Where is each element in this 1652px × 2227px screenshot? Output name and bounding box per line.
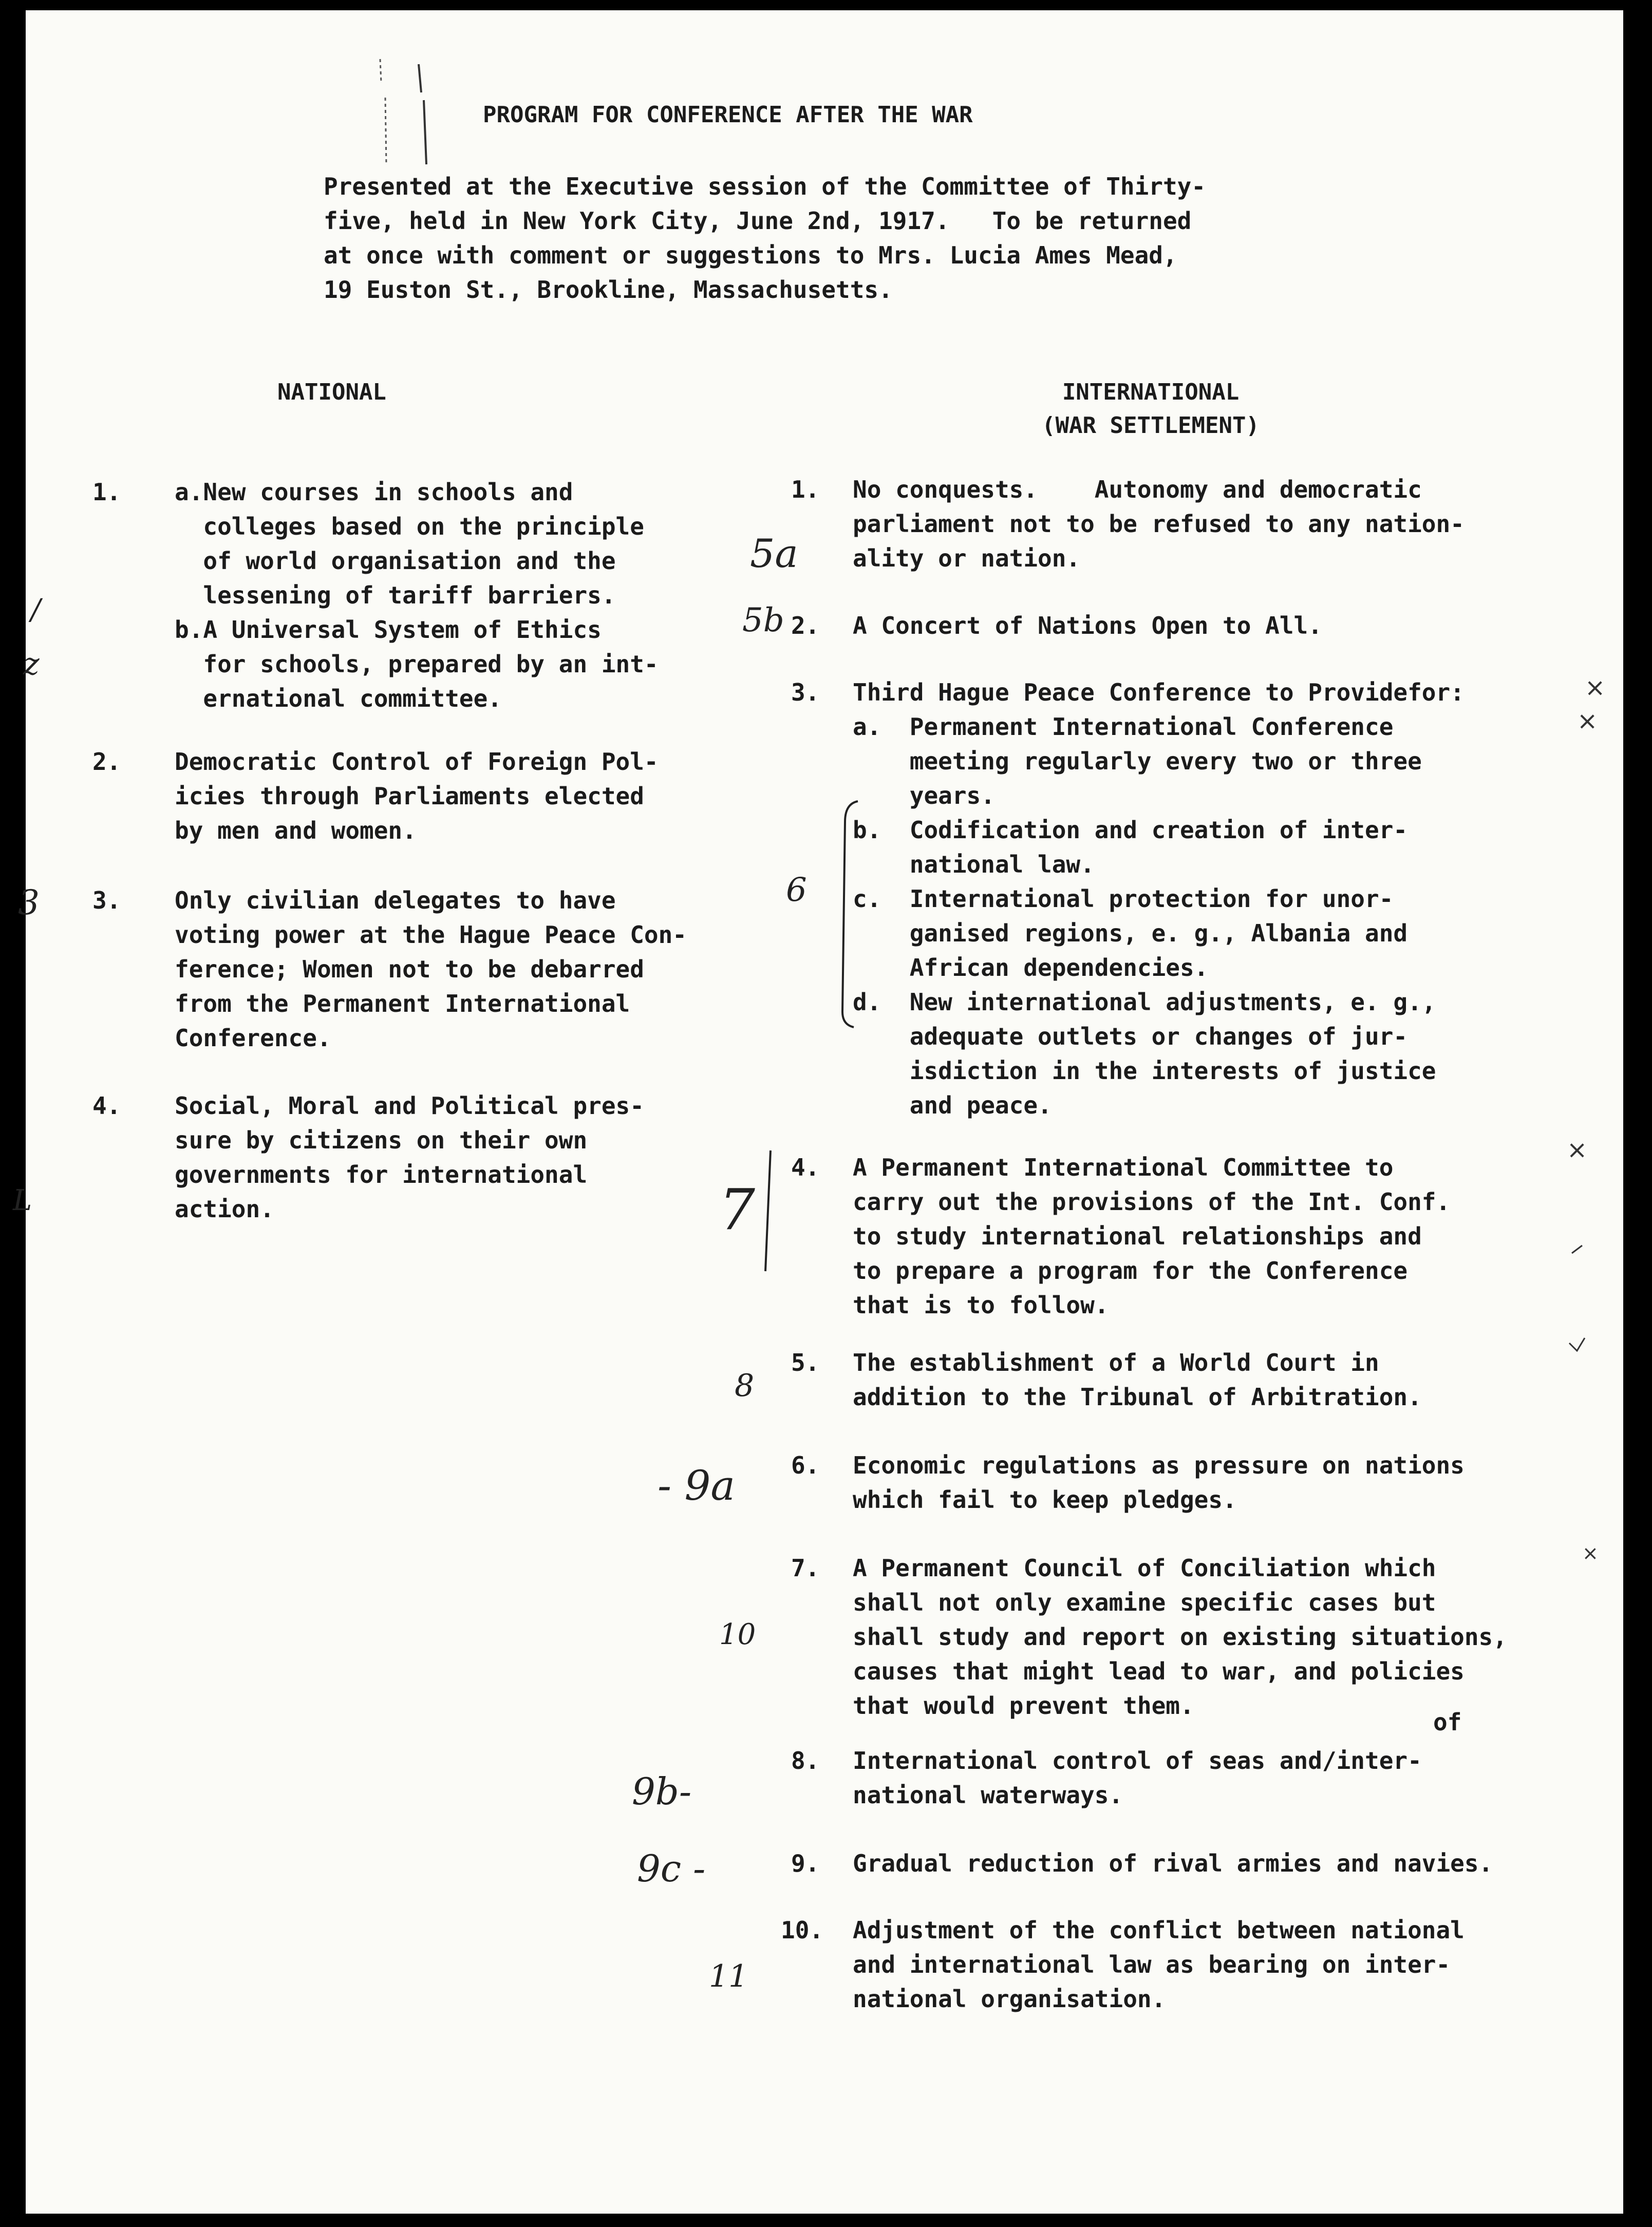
margin-mark-1: /: [31, 593, 41, 627]
item-line: and peace.: [853, 1091, 1052, 1119]
document-title: PROGRAM FOR CONFERENCE AFTER THE WAR: [483, 102, 973, 128]
item-line: by men and women.: [175, 817, 417, 844]
item-line: A Permanent Council of Conciliation which: [853, 1554, 1436, 1582]
handwritten-6: 6: [786, 871, 807, 909]
item-number: 1.: [92, 478, 121, 506]
tick-mark-x: ×: [1582, 1542, 1599, 1564]
item-line: parliament not to be refused to any nation-: [853, 510, 1465, 538]
item-line: that would prevent them.: [853, 1692, 1194, 1720]
item-line: African dependencies.: [853, 954, 1209, 982]
item-line: International control of seas and/inter-: [853, 1747, 1422, 1775]
item-line: Democratic Control of Foreign Pol-: [175, 748, 659, 776]
item-number: 5.: [791, 1349, 820, 1376]
item-line: A Permanent International Committee to: [853, 1154, 1394, 1181]
item-line: shall not only examine specific cases but: [853, 1589, 1436, 1616]
item-line: which fail to keep pledges.: [853, 1486, 1237, 1514]
international-subheading: (WAR SETTLEMENT): [1042, 412, 1260, 439]
item-line: action.: [175, 1195, 274, 1223]
item-line: shall study and report on existing situations,: [853, 1623, 1507, 1651]
item-line: adequate outlets or changes of jur-: [853, 1023, 1408, 1050]
item-number: 4.: [791, 1154, 820, 1181]
item-number: 3.: [92, 886, 121, 914]
item-line: a. Permanent International Conference: [853, 713, 1394, 741]
item-line: to prepare a program for the Conference: [853, 1257, 1408, 1285]
item-line: national law.: [853, 851, 1095, 878]
item-line: to study international relationships and: [853, 1222, 1422, 1250]
item-line: isdiction in the interests of justice: [853, 1057, 1436, 1085]
tick-mark-x: ×: [1567, 1136, 1588, 1164]
handwritten-5a: 5a: [750, 531, 798, 576]
item-number: 10.: [781, 1916, 824, 1944]
item-line: Conference.: [175, 1024, 331, 1052]
item-line: voting power at the Hague Peace Con-: [175, 921, 687, 949]
item-line: ality or nation.: [853, 544, 1081, 572]
item-line: national organisation.: [853, 1985, 1166, 2013]
item-line: b. Codification and creation of inter-: [853, 816, 1408, 844]
intro-line: Presented at the Executive session of the Committee of Thirty-: [324, 173, 1206, 200]
item-line: Social, Moral and Political pres-: [175, 1092, 644, 1120]
item-line: carry out the provisions of the Int. Conf.: [853, 1188, 1451, 1216]
item-line: ference; Women not to be debarred: [175, 955, 644, 983]
item-line: Gradual reduction of rival armies and navies.: [853, 1849, 1493, 1877]
item-number: 9.: [791, 1849, 820, 1877]
item-line: from the Permanent International: [175, 990, 630, 1017]
item-line: ernational committee.: [175, 685, 502, 712]
item-line: No conquests. Autonomy and democratic: [853, 476, 1422, 503]
handwritten-9b: 9b-: [632, 1770, 692, 1813]
item-line: for schools, prepared by an int-: [175, 650, 659, 678]
item-number: 3.: [791, 678, 820, 706]
item-line: and international law as bearing on inter-: [853, 1951, 1451, 1978]
item-line: years.: [853, 782, 995, 809]
item-line: colleges based on the principle: [175, 513, 644, 540]
handwritten-7: 7: [719, 1177, 755, 1242]
international-heading: INTERNATIONAL: [1062, 379, 1240, 405]
item-line: Only civilian delegates to have: [175, 886, 616, 914]
intro-line: at once with comment or suggestions to Mrs. Lucia Ames Mead,: [324, 241, 1177, 269]
item-line: addition to the Tribunal of Arbitration.: [853, 1383, 1422, 1411]
item-number: 1.: [791, 476, 820, 503]
item-line: sure by citizens on their own: [175, 1126, 588, 1154]
handwritten-8: 8: [735, 1368, 755, 1404]
item-number: 2.: [92, 748, 121, 776]
document-page: [13, 10, 1623, 2214]
item-line: of world organisation and the: [175, 547, 616, 575]
item-line: Economic regulations as pressure on nations: [853, 1451, 1465, 1479]
item-line: meeting regularly every two or three: [853, 747, 1422, 775]
item-line: causes that might lead to war, and policies: [853, 1657, 1465, 1685]
item-number: 2.: [791, 612, 820, 639]
intro-line: 19 Euston St., Brookline, Massachusetts.: [324, 276, 893, 304]
item-line: a.New courses in schools and: [175, 478, 573, 506]
handwritten-9c: 9c -: [637, 1847, 706, 1890]
item-line: that is to follow.: [853, 1291, 1109, 1319]
tick-mark-x: ×: [1585, 673, 1606, 702]
item-number: 8.: [791, 1747, 820, 1775]
item-line: A Concert of Nations Open to All.: [853, 612, 1322, 639]
item-line: icies through Parliaments elected: [175, 782, 644, 810]
item-number: 7.: [791, 1554, 820, 1582]
item-line: lessening of tariff barriers.: [175, 581, 616, 609]
item-number: 4.: [92, 1092, 121, 1120]
margin-mark-2: z: [23, 646, 40, 682]
item-line: Third Hague Peace Conference to Providefor:: [853, 678, 1465, 706]
item-line: b.A Universal System of Ethics: [175, 616, 602, 644]
item-line: national waterways.: [853, 1781, 1123, 1809]
tick-mark-x: ×: [1577, 707, 1598, 735]
item-line: governments for international: [175, 1161, 588, 1188]
handwritten-10: 10: [719, 1618, 756, 1651]
national-heading: NATIONAL: [277, 379, 386, 405]
item-number: 6.: [791, 1451, 820, 1479]
handwritten-9a: - 9a: [658, 1462, 736, 1509]
pen-marks: [26, 10, 1623, 2214]
margin-mark-4: L: [13, 1184, 32, 1217]
item-line: The establishment of a World Court in: [853, 1349, 1379, 1376]
intro-line: five, held in New York City, June 2nd, 1917. To be returned: [324, 207, 1192, 235]
item-line: Adjustment of the conflict between national: [853, 1916, 1465, 1944]
item-line: c. International protection for unor-: [853, 885, 1394, 913]
item-line: d. New international adjustments, e. g.,: [853, 988, 1436, 1016]
handwritten-5b: 5b: [742, 601, 784, 639]
typed-insertion: of: [1433, 1708, 1462, 1736]
margin-mark-3: 3: [18, 883, 40, 922]
item-line: ganised regions, e. g., Albania and: [853, 919, 1408, 947]
handwritten-11: 11: [709, 1958, 748, 1994]
